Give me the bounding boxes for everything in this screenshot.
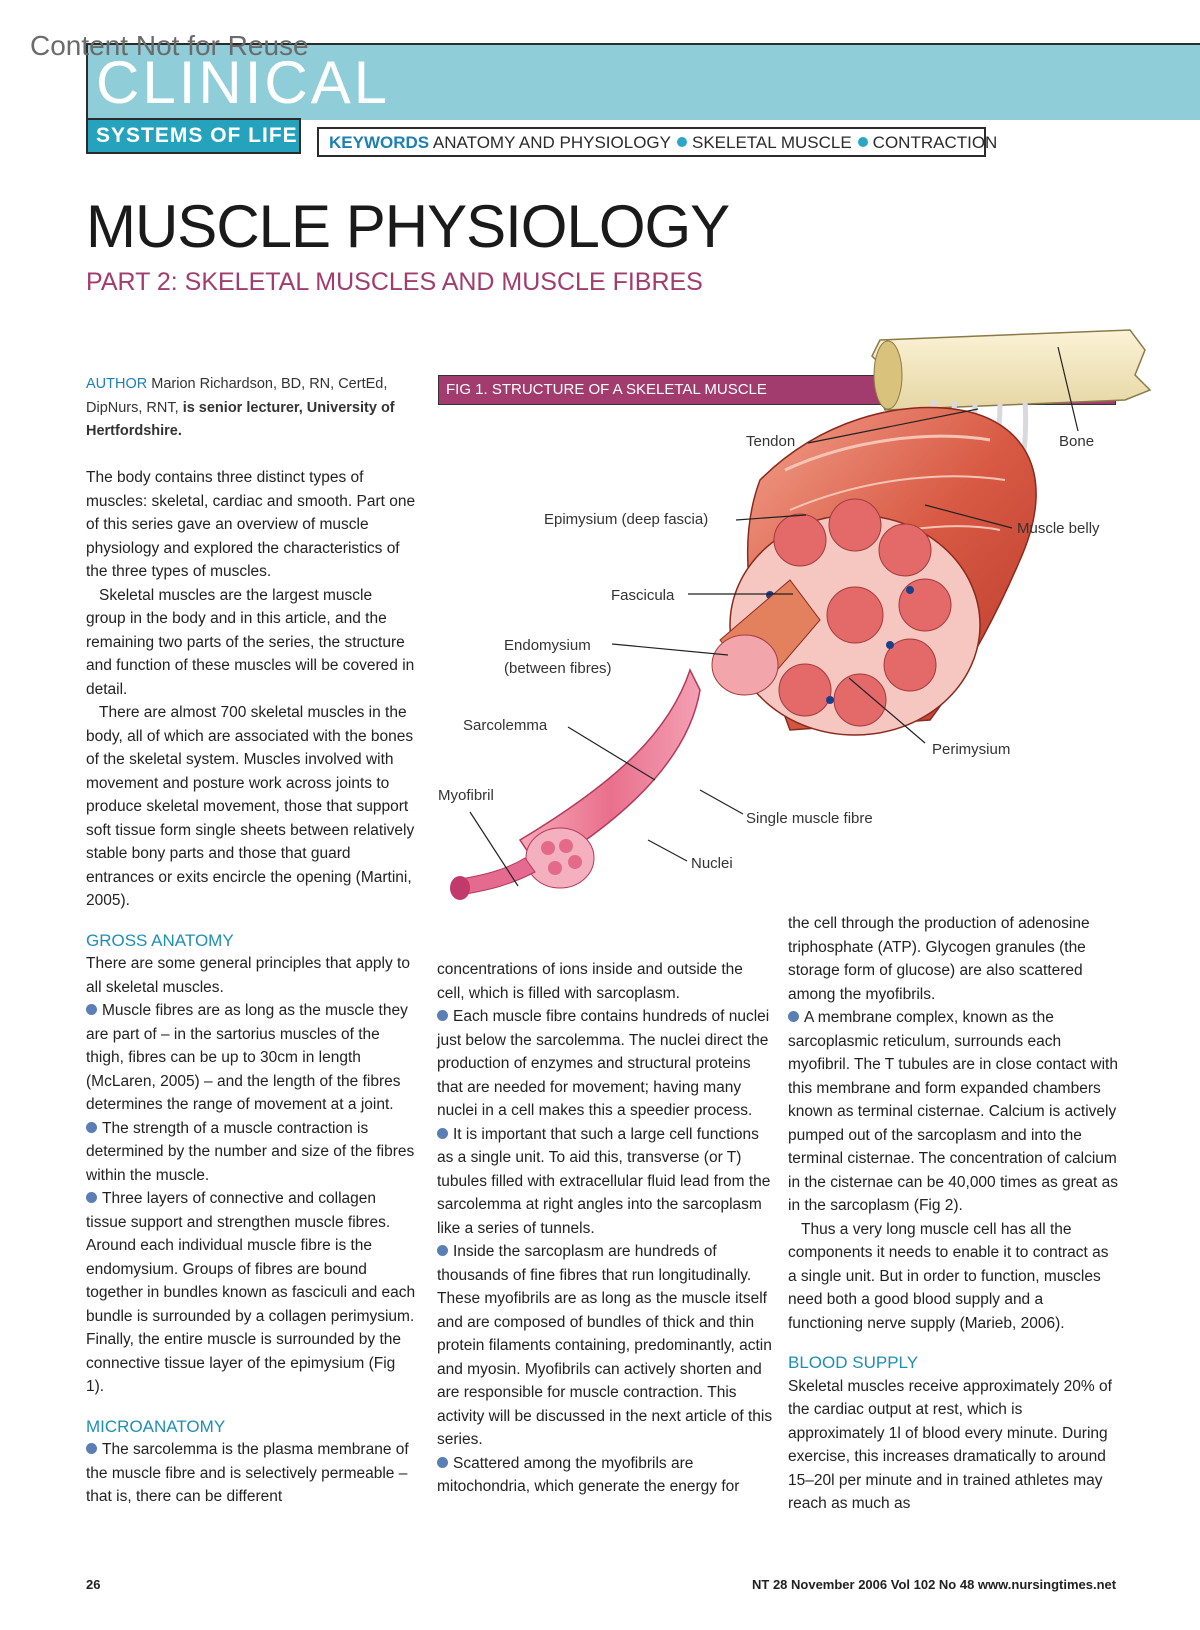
bullet-text: Three layers of connective and collagen tissue support and strengthen muscle fibres. Around each individual muscle fibre is the endomysium. Groups of fibres are bound together in bundles known as fasciculi and each bundle is surrounded by a collagen perimysium. Finally, the entire muscle is surrounded by the connective tissue layer of the epimysium (Fig 1). bbox=[86, 1190, 416, 1395]
figure-title: FIG 1. STRUCTURE OF A SKELETAL MUSCLE bbox=[446, 381, 767, 398]
paragraph: concentrations of ions inside and outside the cell, which is filled with sarcoplasm. bbox=[437, 961, 743, 1002]
section-heading: GROSS ANATOMY bbox=[86, 930, 234, 950]
single-fibre-shape bbox=[520, 670, 700, 888]
label-fascicula: Fascicula bbox=[611, 587, 675, 604]
bullet-text: Inside the sarcoplasm are hundreds of thousands of fine fibres that run longitudinally. These myofibrils are as long as the muscle itself and are composed of bundles of thick and thin protein filaments containing, predominantly, actin and myosin. Myofibrils can actively shorten and are responsible for muscle contraction. This activity will be discussed in the next article of this series. bbox=[437, 1243, 773, 1448]
keyword: CONTRACTION bbox=[872, 133, 998, 152]
paragraph: the cell through the production of adenosine triphosphate (ATP). Glycogen granules (the storage form of glucose) are also scattered among the myofibrils. bbox=[788, 915, 1090, 1003]
section-heading: MICROANATOMY bbox=[86, 1416, 226, 1436]
keywords-lead: KEYWORDS bbox=[329, 133, 430, 152]
page-subtitle: PART 2: SKELETAL MUSCLES AND MUSCLE FIBRES bbox=[86, 268, 703, 296]
author-lead: AUTHOR bbox=[86, 376, 148, 392]
label-perimysium: Perimysium bbox=[932, 741, 1011, 758]
label-sarcolemma: Sarcolemma bbox=[463, 717, 548, 734]
section-label: SYSTEMS OF LIFE bbox=[96, 124, 298, 147]
bone-shape bbox=[872, 330, 1150, 410]
keyword: SKELETAL MUSCLE bbox=[692, 133, 852, 152]
issue-info: NT 28 November 2006 Vol 102 No 48 www.nursingtimes.net bbox=[752, 1577, 1117, 1592]
author-role: is senior lecturer, University of Hertfordshire. bbox=[86, 399, 395, 439]
label-endomysium-sub: (between fibres) bbox=[504, 660, 612, 677]
bullet-text: Muscle fibres are as long as the muscle they are part of – in the sartorius muscles of the thigh, fibres can be up to 30cm in length (McLaren, 2005) – and the length of the fibres determines the range of movement at a joint. bbox=[86, 1002, 408, 1113]
page-title: MUSCLE PHYSIOLOGY bbox=[86, 193, 730, 260]
label-single-fibre: Single muscle fibre bbox=[746, 810, 873, 827]
author-name: Marion Richardson, BD, RN, CertEd, DipNurs, RNT, bbox=[86, 376, 388, 416]
myofibril-shape bbox=[450, 858, 535, 900]
bullet-text: A membrane complex, known as the sarcoplasmic reticulum, surrounds each myofibril. The T tubules are in close contact with this membrane and form expanded chambers known as terminal cisternae. Calcium is actively pumped out of the sarcoplasm and into the terminal cisternae. The concentration of calcium in the cisternae can be 40,000 times as great as in the sarcoplasm (Fig 2). bbox=[788, 1009, 1119, 1214]
paragraph: Skeletal muscles receive approximately 20% of the cardiac output at rest, which is approximately 1l of blood every minute. During exercise, this increases dramatically to around 15–20l per minute and in trained athletes may reach as much as bbox=[788, 1377, 1112, 1512]
paragraph: Skeletal muscles are the largest muscle group in the body and in this article, and the remaining two parts of the series, the structure and function of these muscles will be covered in detail. bbox=[86, 586, 415, 698]
banner-title: CLINICAL bbox=[96, 49, 391, 116]
label-bone: Bone bbox=[1059, 433, 1095, 450]
label-nuclei: Nuclei bbox=[691, 855, 733, 872]
label-tendon: Tendon bbox=[746, 433, 796, 450]
paragraph: There are some general principles that apply to all skeletal muscles. bbox=[86, 955, 410, 996]
bullet-text: It is important that such a large cell functions as a single unit. To aid this, transverse (or T) tubules filled with extracellular fluid lead from the sarcolemma at right angles into the sarcoplasm like a series of tunnels. bbox=[437, 1125, 771, 1237]
label-endomysium: Endomysium bbox=[504, 637, 591, 654]
label-myofibril: Myofibril bbox=[438, 787, 494, 804]
paragraph: The body contains three distinct types of muscles: skeletal, cardiac and smooth. Part one of this series gave an overview of muscle physiology and explored the characteristics of the three types of muscles. bbox=[86, 469, 416, 580]
label-muscle-belly: Muscle belly bbox=[1017, 520, 1100, 537]
label-epimysium: Epimysium (deep fascia) bbox=[544, 511, 709, 528]
keyword: ANATOMY AND PHYSIOLOGY bbox=[432, 133, 671, 152]
bullet-text: Scattered among the myofibrils are mitochondria, which generate the energy for bbox=[437, 1454, 740, 1495]
section-heading: BLOOD SUPPLY bbox=[788, 1353, 919, 1372]
bullet-text: Each muscle fibre contains hundreds of nuclei just below the sarcolemma. The nuclei direct the production of enzymes and structural proteins that are needed for movement; having many nuclei in a cell makes this a speedier process. bbox=[437, 1008, 770, 1119]
watermark: Content Not for Reuse bbox=[30, 30, 309, 61]
bullet-text: The sarcolemma is the plasma membrane of the muscle fibre and is selectively permeable – that is, there can be different bbox=[86, 1441, 409, 1505]
paragraph: Thus a very long muscle cell has all the components it needs to enable it to contract as a single unit. But in order to function, muscles need both a good blood supply and a functioning nerve supply (Marieb, 2006). bbox=[788, 1220, 1109, 1332]
bullet-text: The strength of a muscle contraction is determined by the number and size of the fibres within the muscle. bbox=[86, 1119, 415, 1184]
paragraph: There are almost 700 skeletal muscles in the body, all of which are associated with the bones of the skeletal system. Muscles involved with movement and posture work across joints to produce skeletal movement, those that support soft tissue form single sheets between relatively stable bony parts and those that guard entrances or exits encircle the opening (Martini, 2005). bbox=[86, 704, 415, 909]
page-number: 26 bbox=[86, 1577, 101, 1592]
